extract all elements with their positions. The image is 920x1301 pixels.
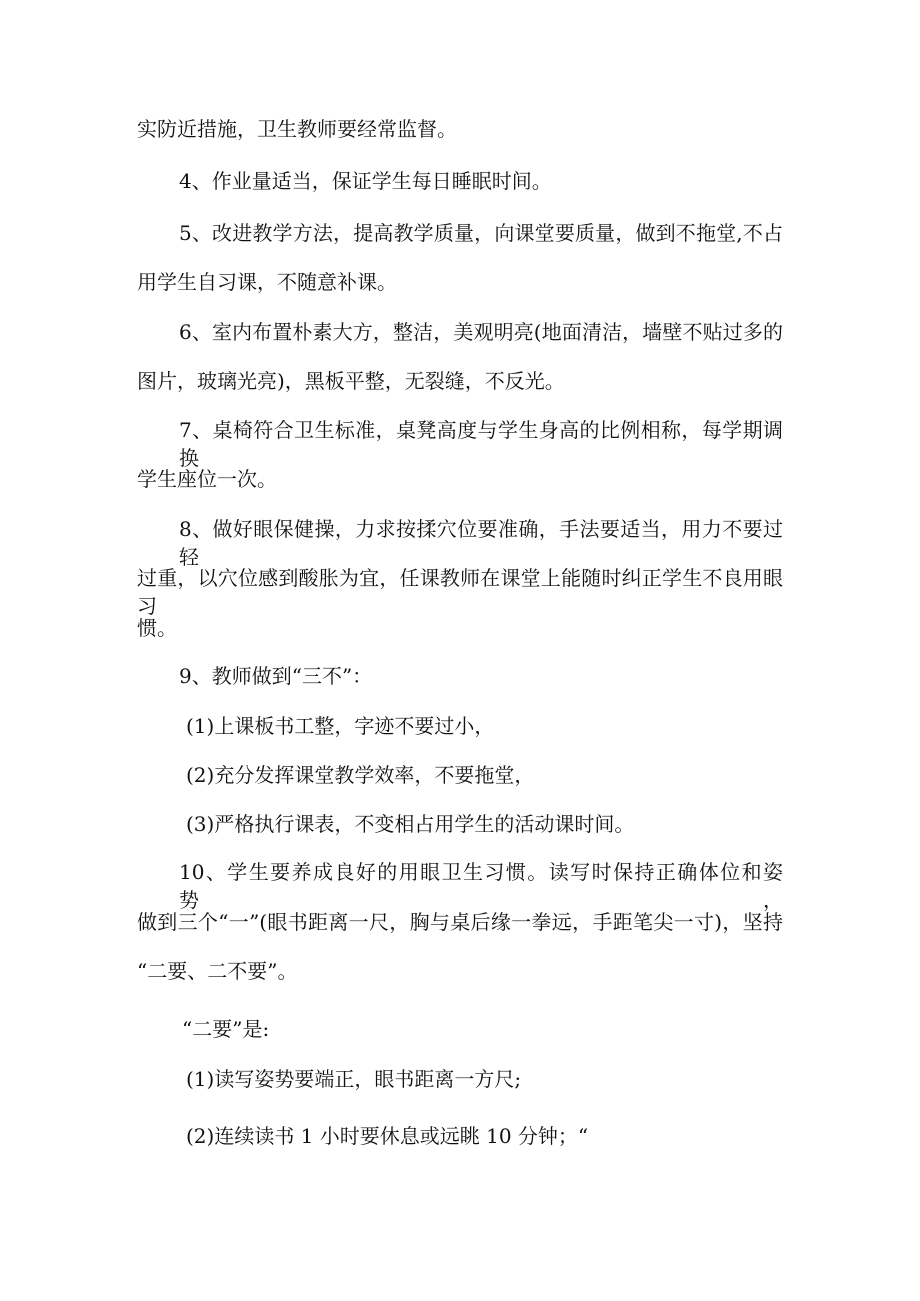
- text-line: 惯。: [137, 616, 177, 640]
- list-item: (2)连续读书 1 小时要休息或远眺 10 分钟；“: [186, 1124, 589, 1148]
- text-line: 10、学生要养成良好的用眼卫生习惯。读写时保持正确体位和姿势，: [179, 860, 783, 912]
- text-line: 过重，以穴位感到酸胀为宜，任课教师在课堂上能随时纠正学生不良用眼习: [137, 566, 783, 618]
- list-item: (2)充分发挥课堂教学效率，不要拖堂，: [186, 763, 535, 787]
- text-line: 用学生自习课，不随意补课。: [137, 270, 397, 294]
- text-line: 7、桌椅符合卫生标准，桌凳高度与学生身高的比例相称，每学期调换: [179, 418, 783, 470]
- text-line: 图片，玻璃光亮)，黑板平整，无裂缝，不反光。: [137, 369, 565, 393]
- list-item: (3)严格执行课表，不变相占用学生的活动课时间。: [186, 812, 635, 836]
- text-line: 做到三个“一”(眼书距离一尺，胸与桌后缘一拳远，手距笔尖一寸)，坚持: [137, 910, 783, 934]
- text-line: 实防近措施，卫生教师要经常监督。: [137, 117, 457, 141]
- text-line: “二要”是:: [182, 1017, 270, 1041]
- text-line: 8、做好眼保健操，力求按揉穴位要准确，手法要适当，用力不要过轻: [179, 517, 783, 569]
- text-line: 5、改进教学方法，提高教学质量，向课堂要质量，做到不拖堂,不占: [179, 221, 783, 245]
- text-line: 9、教师做到“三不”：: [179, 664, 373, 688]
- text-line: “二要、二不要”。: [137, 959, 298, 983]
- text-line: 4、作业量适当，保证学生每日睡眠时间。: [179, 169, 552, 193]
- list-item: (1)读写姿势要端正，眼书距离一方尺;: [186, 1067, 522, 1091]
- text-line: 学生座位一次。: [137, 467, 277, 491]
- text-line: 6、室内布置朴素大方，整洁，美观明亮(地面清洁，墙壁不贴过多的: [179, 320, 783, 344]
- list-item: (1)上课板书工整，字迹不要过小，: [186, 714, 495, 738]
